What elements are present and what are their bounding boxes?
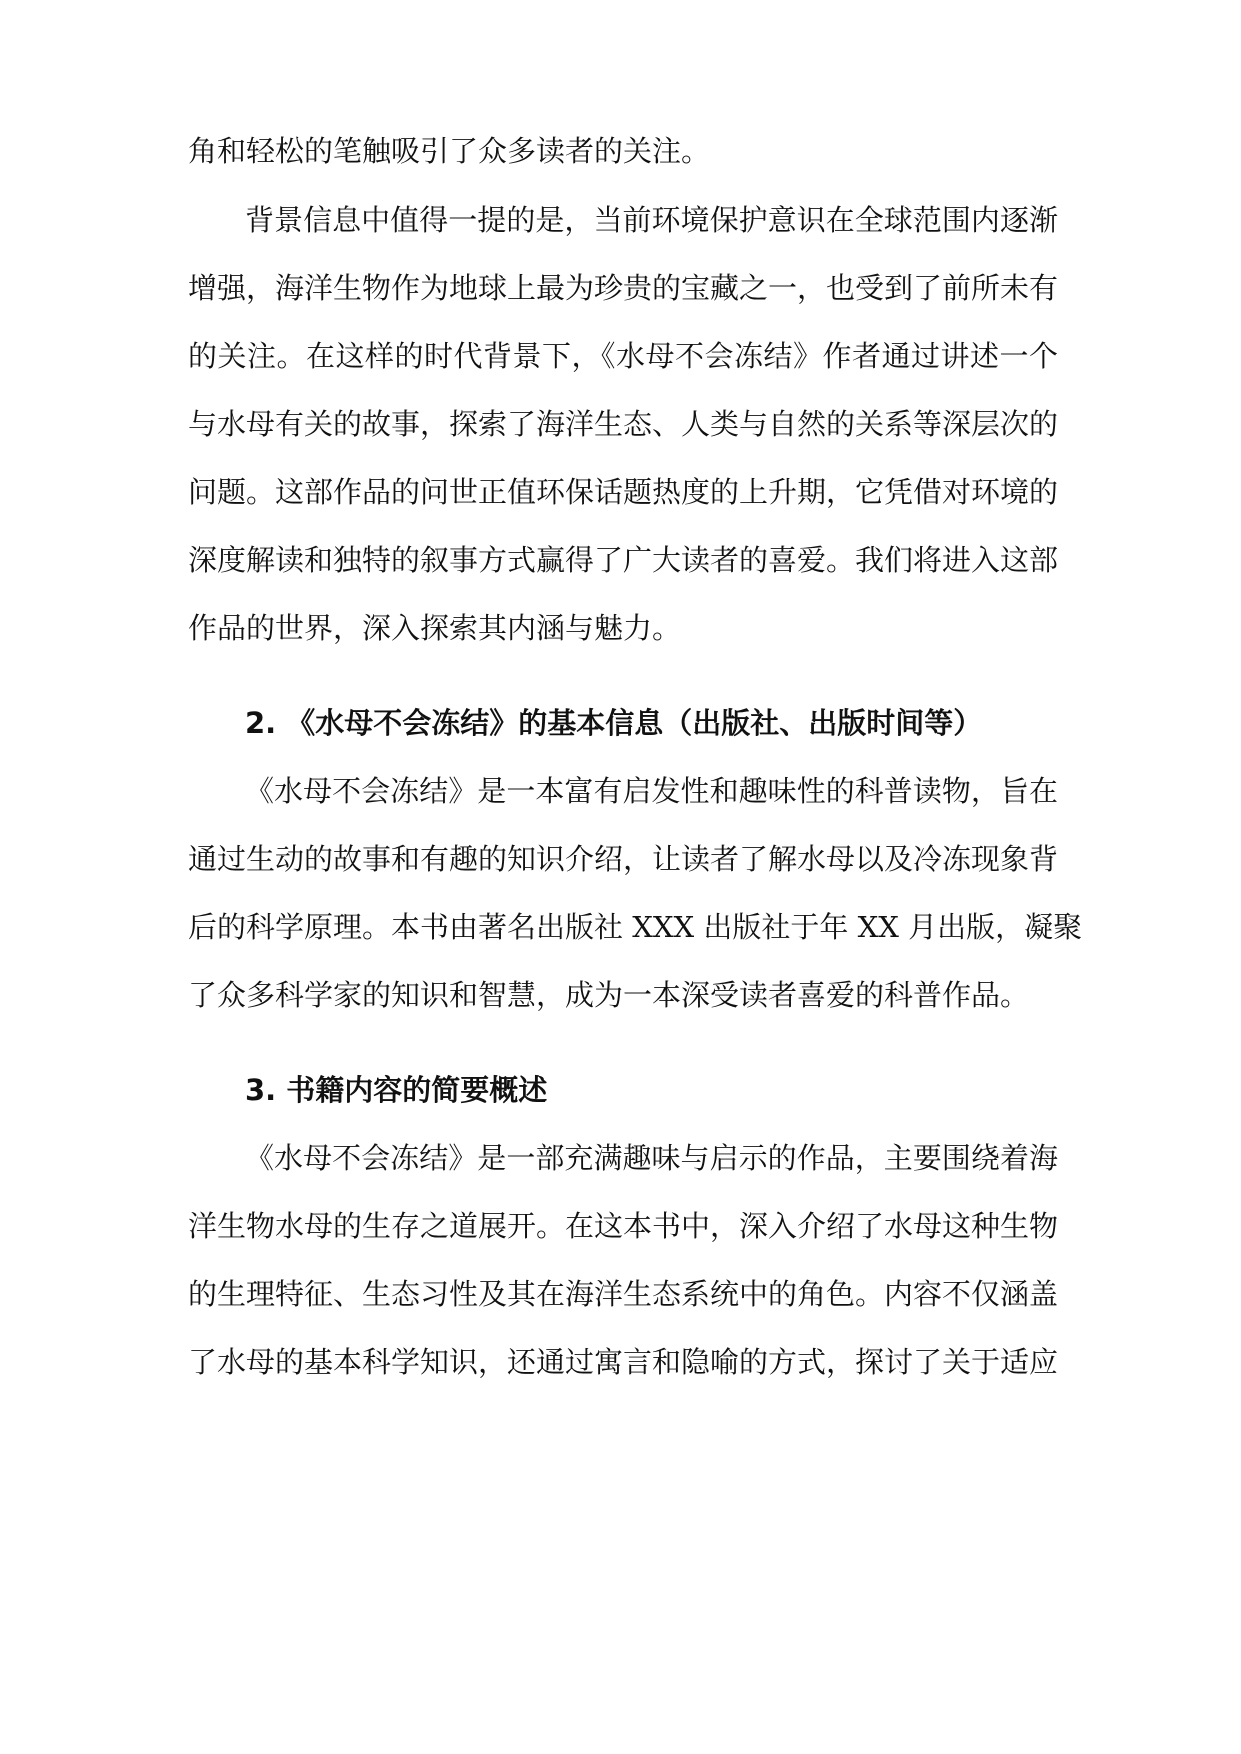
paragraph-line: 问题。这部作品的问世正值环保话题热度的上升期，它凭借对环境的	[188, 475, 1059, 509]
section-heading: 3. 书籍内容的简要概述	[245, 1073, 548, 1107]
paragraph-line: 《水母不会冻结》是一部充满趣味与启示的作品，主要围绕着海	[245, 1141, 1058, 1175]
paragraph-line: 了水母的基本科学知识，还通过寓言和隐喻的方式，探讨了关于适应	[188, 1345, 1059, 1379]
section-heading: 2. 《水母不会冻结》的基本信息（出版社、出版时间等）	[245, 706, 983, 740]
paragraph-line: 的生理特征、生态习性及其在海洋生态系统中的角色。内容不仅涵盖	[188, 1277, 1059, 1311]
paragraph-line: 作品的世界，深入探索其内涵与魅力。	[188, 611, 682, 645]
paragraph-line: 背景信息中值得一提的是，当前环境保护意识在全球范围内逐渐	[245, 203, 1058, 237]
paragraph-line: 了众多科学家的知识和智慧，成为一本深受读者喜爱的科普作品。	[188, 978, 1030, 1012]
paragraph-line: 与水母有关的故事，探索了海洋生态、人类与自然的关系等深层次的	[188, 407, 1059, 441]
paragraph-line: 《水母不会冻结》是一本富有启发性和趣味性的科普读物，旨在	[245, 774, 1058, 808]
paragraph-line: 的关注。在这样的时代背景下，《水母不会冻结》作者通过讲述一个	[188, 339, 1058, 373]
paragraph-line: 后的科学原理。本书由著名出版社 XXX 出版社于年 XX 月出版，凝聚	[188, 910, 1083, 944]
paragraph-line: 角和轻松的笔触吸引了众多读者的关注。	[188, 134, 711, 168]
paragraph-line: 增强，海洋生物作为地球上最为珍贵的宝藏之一，也受到了前所未有	[188, 271, 1059, 305]
paragraph-line: 通过生动的故事和有趣的知识介绍，让读者了解水母以及冷冻现象背	[188, 842, 1059, 876]
paragraph-line: 洋生物水母的生存之道展开。在这本书中，深入介绍了水母这种生物	[188, 1209, 1059, 1243]
paragraph-line: 深度解读和独特的叙事方式赢得了广大读者的喜爱。我们将进入这部	[188, 543, 1059, 577]
